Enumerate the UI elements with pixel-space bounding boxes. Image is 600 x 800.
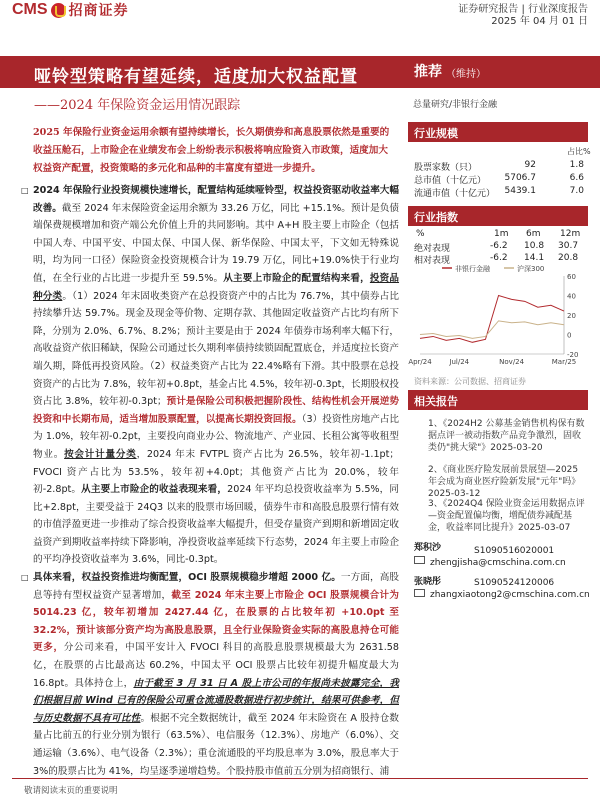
x-tick-label: Apr/24	[408, 358, 432, 366]
y-tick-label: 60	[567, 273, 576, 281]
body-paragraph-2: □ 具体来看，权益投资推进均衡配置，OCI 股票规模稳步增超 2000 亿。一方面，高股息等持有型权益资产显著增加，截至 2024 年末主要上市险企 OCI 股票规模合计为 5014.23 亿，较年初增加 2427.44 亿，在股票的占比较年初 +10.0pt 至 32.2%，预计该部分资产均为高股息股票，且全行业保险资金实际的高股息持仓可能更多，分公司来看，中国平安计入 FVOCI 科目的高股息股票规模最大为 2631.58 亿，在股票的占比最高达 60.2%，中国太平 OCI 股票占比较年初提升幅度最大为 16.8pt。具体持仓上，由于截至 3 月 31 日 A 股上市公司的年报尚未披露完全，我们根据目前 Wind 已有的保险公司重仓流通股数据进行初步统计，结果可供参考，但与历史数据不具有可比性。根据不完全数据统计，截至 2024 年末险资在 A 股持仓数量占比前五的行业分别为银行（63.5%）、电信服务（12.3%）、房地产（6.0%）、交通运输（3.6%）、电气设备（2.3%）；重仓流通股的平均股息率为 3.0%，股息率大于 3%的股票占比为 41%，均呈逐季递增趋势。个股持股市值前五分别为招商银行、浦	[33, 569, 399, 780]
x-tick-label: Jul/24	[449, 358, 470, 366]
footer-note: 敬请阅读末页的重要说明	[24, 786, 118, 796]
y-tick-label: -20	[567, 351, 579, 359]
perf-title: 行业指数	[414, 211, 458, 224]
chart-source: 资料来源：公司数据、招商证券	[414, 377, 526, 386]
analyst-cert: S1090516020001	[474, 546, 555, 556]
envelope-icon	[414, 555, 425, 565]
rating-sub: （维持）	[446, 69, 486, 80]
x-tick-label: Nov/24	[499, 358, 525, 366]
body-paragraph-1: □ 2024 年保险行业投资规模快速增长，配置结构延续哑铃型，权益投资驱动收益率大幅改善。截至 2024 年末保险资金运用余额为 33.26 万亿，同比 +15.1%。预计是负债端保费规模增加和资产端公允价值上升的共同影响。其中 A+H 股主要上市险企（包括中国人寿、中国平安、中国太保、中国人保、新华保险、中国太平，下文如无特殊说明，均为同一口径）保险资金投资规模合计为 19.79 万亿，同比+19.0%快于行业均值，在全行业的占比进一步提升至 59.5%。从主要上市险企的配置结构来看，投资品种分类。（1）2024 年末固收类资产在总投资资产中的占比为 76.7%，其中债券占比持续攀升达 59.7%。现金及现金等价物、定期存款、其他固定收益资产占比均有所下降，分别为 2.0%、6.7%、8.2%；预计主要是由于 2024 年债券市场利率大幅下行，高收益资产依旧稀缺，保险公司通过长久期利率债持续锁固配置底仓，并适度拉长资产端久期，降低再投资风险。（2）权益类资产占比为 22.4%略有下滑。其中股票在总投资资产的占比为 7.8%，较年初+0.8pt，基金占比 4.5%，较年初-0.3pt，长期股权投资占比 3.8%，较年初-0.3pt；预计是保险公司积极把握阶段性、结构性机会开展逆势投资和中长期布局，适当增加股票配置，以提高长期投资回报。（3）投资性房地产占比为 1.0%，较年初-0.2pt，主要投向商业办公、物流地产、产业园、长租公寓等收租型物业。按会计计量分类，2024 年末 FVTPL 资产占比为 26.5%，较年初-1.1pt；FVOCI 资产占比为 53.5%，较年初+4.0pt；其他资产占比为 20.0%，较年初-2.8pt。从主要上市险企的收益表现来看，2024 年平均总投资收益率为 5.5%，同比+2.8pt，主要受益于 24Q3 以来的股票市场回暖，债券牛市和高股息股票行情有效的市值浮盈更进一步推动了综合投资收益率大幅提升，但受存量资产到期和新增固定收益资产到期收益率持续下降影响，净投资收益率延续下行态势，2024 年主要上市险企的平均净投资收益率为 3.6%，同比-0.3pt。	[33, 182, 399, 569]
report-body	[33, 182, 399, 780]
y-tick-label: 0	[567, 331, 572, 340]
y-tick-label: 20	[567, 312, 576, 320]
x-tick-label: Mar/25	[551, 358, 577, 366]
report-title: 哑铃型策略有望延续，适度加大权益配置	[34, 67, 358, 87]
scale-title: 行业规模	[414, 127, 458, 140]
report-header	[0, 0, 600, 27]
envelope-icon	[414, 588, 425, 598]
report-date: 2025 年 04 月 01 日	[491, 16, 588, 27]
report-type: 证券研究报告 | 行业深度报告	[458, 4, 588, 15]
related-report[interactable]: 3、《2024Q4 保险业资金运用数据点评—资金配置偏均衡，增配债券减配基金，收益率同比提升》2025-03-07	[428, 499, 585, 533]
y-tick-label: 40	[567, 292, 576, 301]
analyst-name: 郑积沙	[414, 543, 442, 553]
scale-pct-header: 占比%	[567, 147, 591, 156]
industry-category: 总量研究/非银行金融	[413, 100, 498, 110]
analyst-email[interactable]: zhangxiaotong2@cmschina.com.cn	[430, 590, 590, 600]
footer-divider	[12, 778, 588, 779]
analyst-email[interactable]: zhengjisha@cmschina.com.cn	[430, 558, 566, 568]
analyst-cert: S1090524120006	[474, 578, 555, 588]
report-subtitle: ——2024 年保险资金运用情况跟踪	[34, 98, 241, 113]
related-title: 相关报告	[414, 395, 458, 408]
legend-label: 非银行金融	[455, 265, 490, 273]
analyst-name: 张晓彤	[414, 577, 442, 587]
logo-mark-icon	[51, 3, 66, 18]
company-logo: CMS 招商证券	[12, 1, 129, 19]
related-report[interactable]: 1、《2024H2 公募基金销售机构保有数据点评一被动指数产品竞争激烈，固收类仍"挑大梁"》2025-03-20	[428, 419, 585, 453]
series-line-1	[420, 321, 564, 339]
rating-label: 推荐	[414, 64, 442, 80]
summary-paragraph: 2025 年保险行业资金运用余额有望持续增长，长久期债券和高息股票依然是重要的收益压舱石，上市险企在业绩发布会上纷纷表示积极将响应险资入市政策，适度加大权益资产配置，投资策略的多元化和品种的丰富度有望进一步提升。	[33, 127, 390, 174]
legend-label: 沪深300	[517, 265, 545, 273]
index-chart	[408, 262, 586, 372]
related-report[interactable]: 2、《商业医疗险发展前景展望—2025 年会成为商业医疗险新发展"元年"吗》2025-03-12	[428, 465, 581, 499]
